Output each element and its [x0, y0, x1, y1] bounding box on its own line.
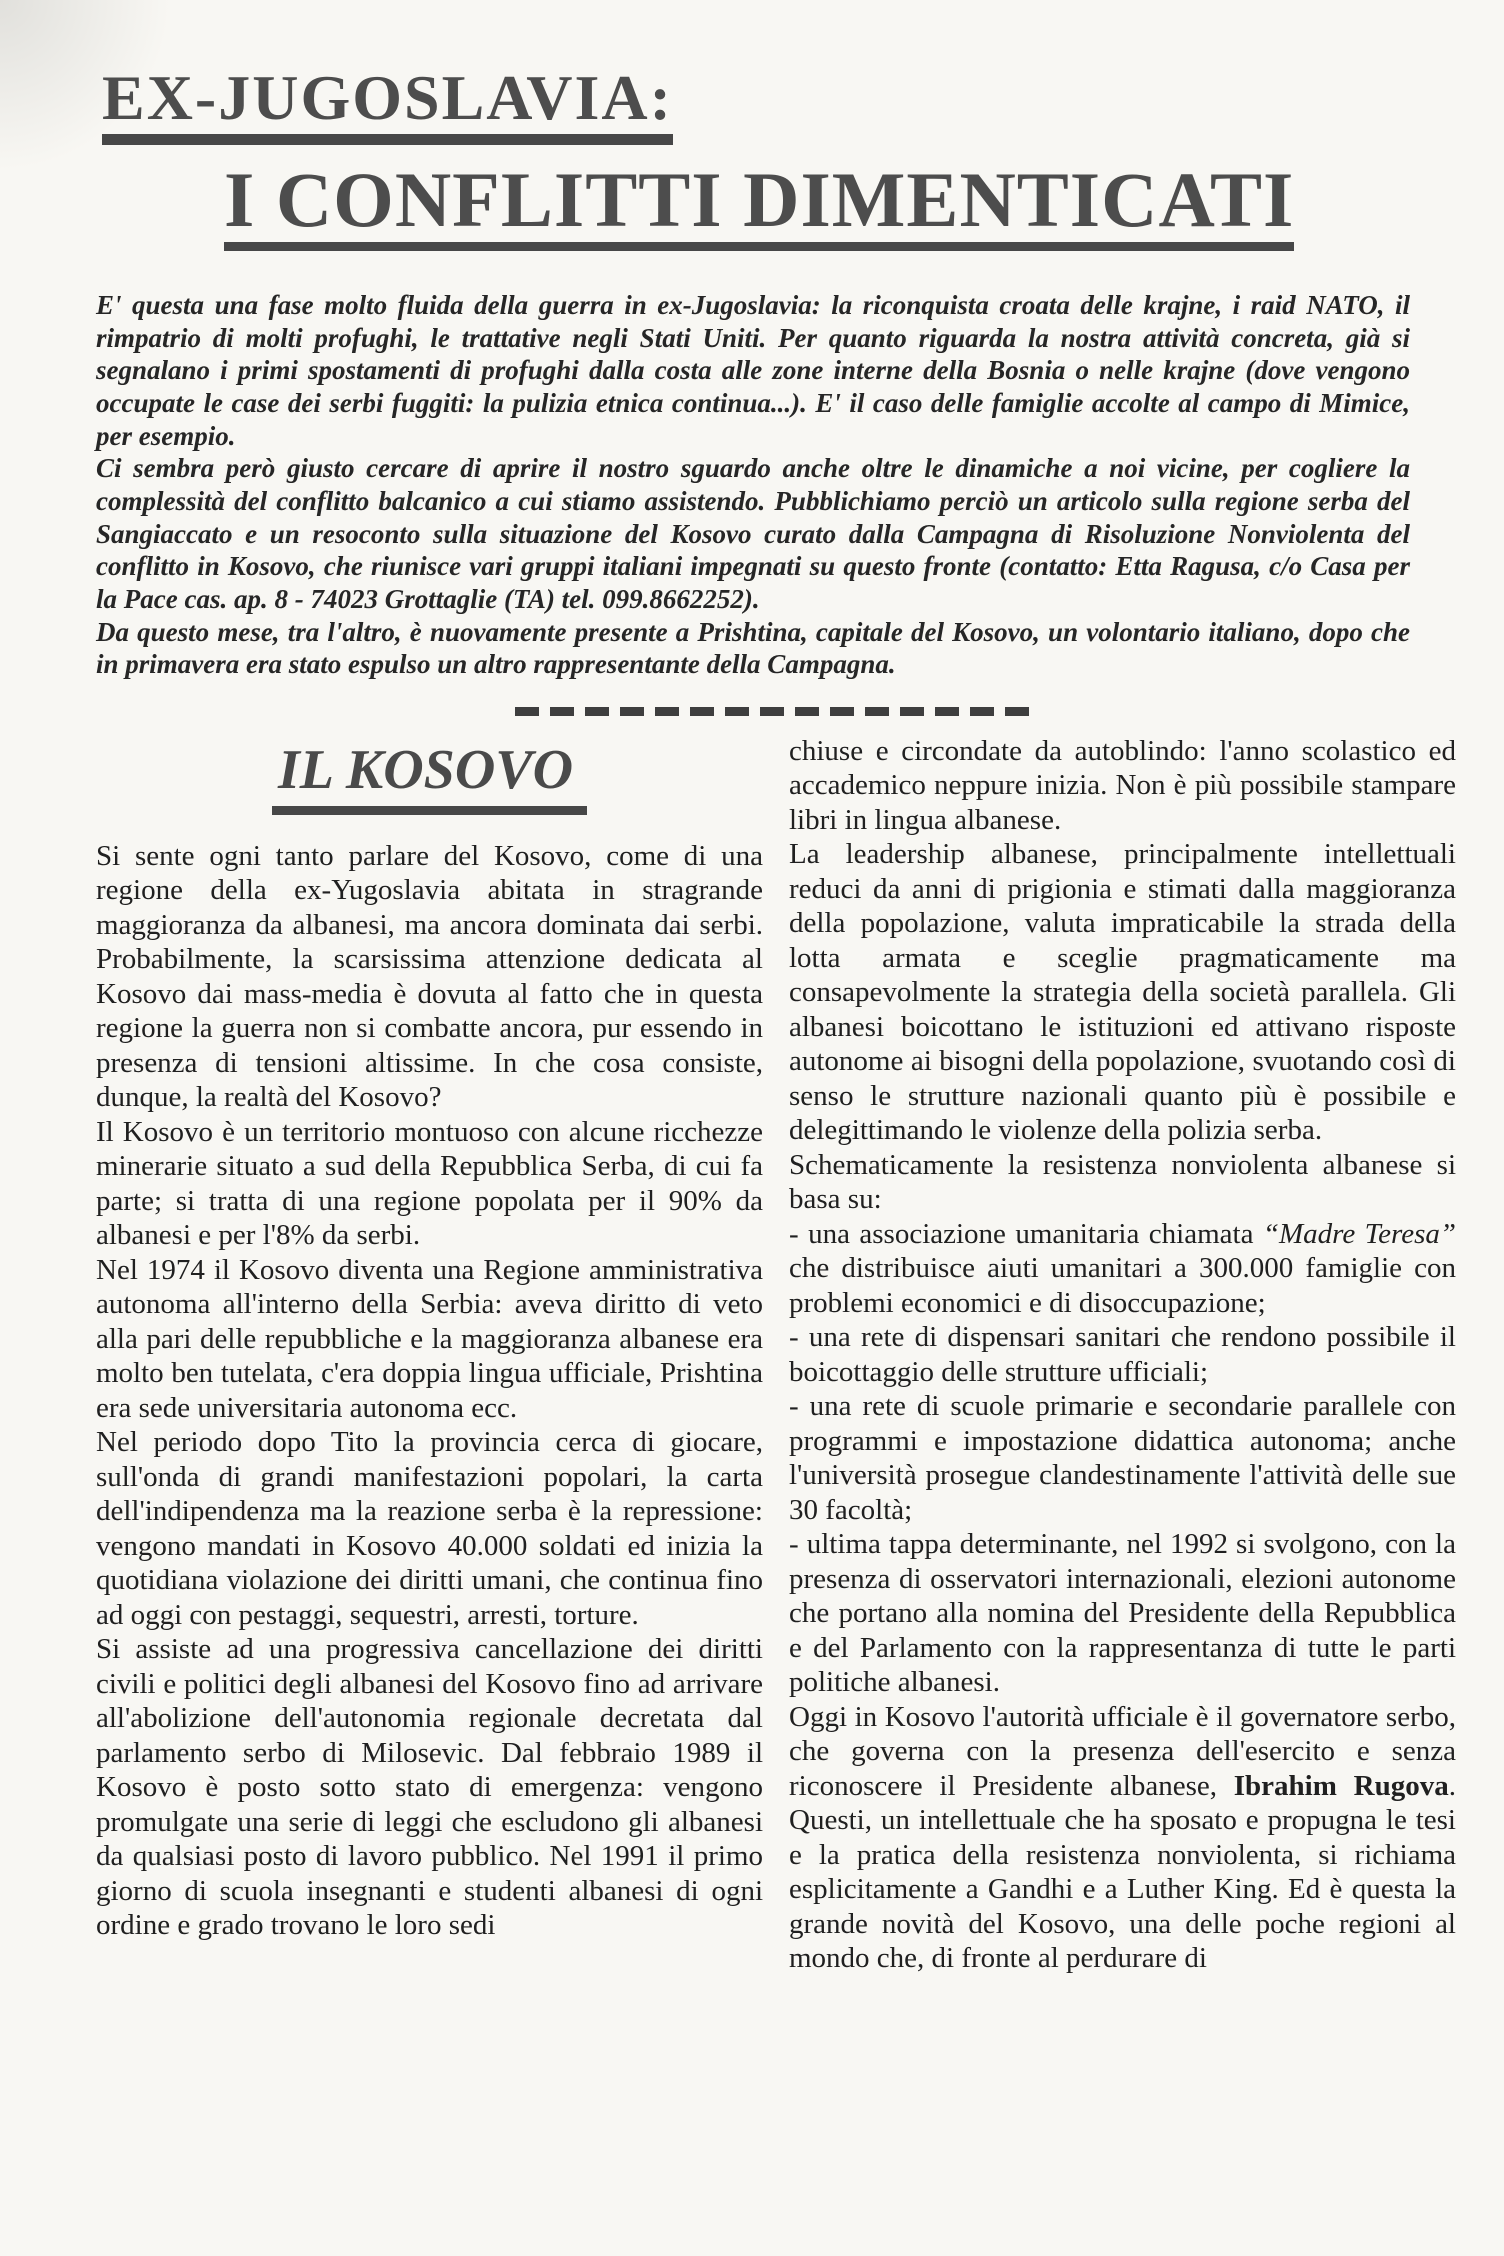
section-heading	[96, 738, 763, 815]
intro-editorial	[96, 289, 1456, 681]
resistance-item-madre-teresa-post: che distribuisce aiuti umanitari a 300.000 famiglie con problemi economici e di disoccupazione;	[789, 1252, 1456, 1319]
dashed-divider	[515, 707, 1037, 716]
resistance-item-madre-teresa-name: “Madre Teresa”	[1262, 1217, 1457, 1250]
left-column	[96, 734, 763, 1976]
resistance-item-madre-teresa	[789, 1217, 1456, 1321]
kosovo-paragraph-rugova-post: . Questi, un intellettuale che ha sposato e propugna le tesi e la pratica della resistenza nonviolenta, si richiama esplicitamente a Gandhi e a Luther King. Ed è questa la grande novità del Kosovo, una delle poche regioni al mondo che, di fronte al perdurare di	[789, 1769, 1456, 1975]
section-heading-text: IL KOSOVO	[272, 742, 587, 815]
kosovo-paragraph-rugova-name: Ibrahim Rugova	[1233, 1769, 1449, 1802]
kosovo-paragraph-1974: Nel 1974 il Kosovo diventa una Regione amministrativa autonoma all'interno della Serbia: aveva diritto di veto alla pari delle repubbliche e la maggioranza albanese era molto ben tutelata, c'era doppia lingua ufficiale, Prishtina era sede universitaria autonoma ecc.	[96, 1253, 763, 1424]
page-title	[102, 62, 1456, 145]
intro-paragraph-2: Ci sembra però giusto cercare di aprire il nostro sguardo anche oltre le dinamiche a noi vicine, per cogliere la complessità del conflitto balcanico a cui stiamo assistendo. Pubblichiamo perciò un articolo sulla regione serba del Sangiaccato e un resoconto sulla situazione del Kosovo curato dalla Campagna di Risoluzione Nonviolenta del conflitto in Kosovo, che riunisce vari gruppi italiani impegnati su questo fronte (contatto: Etta Ragusa, c/o Casa per la Pace cas. ap. 8 - 74023 Grottaglie (TA) tel. 099.8662252).	[96, 453, 1410, 614]
resistance-item-madre-teresa-pre: - una associazione umanitaria chiamata	[789, 1217, 1263, 1250]
article-title-line1: EX-JUGOSLAVIA:	[102, 66, 673, 145]
kosovo-paragraph-rugova-pre: Oggi in Kosovo l'autorità ufficiale è il governatore serbo, che governa con la presenza dell'esercito e senza riconoscere il Presidente albanese,	[789, 1700, 1456, 1802]
kosovo-article	[96, 734, 1456, 1976]
intro-paragraph-3: Da questo mese, tra l'altro, è nuovamente presente a Prishtina, capitale del Kosovo, un volontario italiano, dopo che in primavera era stato espulso un altro rappresentante della Campagna.	[96, 616, 1410, 680]
resistance-item-elezioni: - ultima tappa determinante, nel 1992 si svolgono, con la presenza di osservatori internazionali, elezioni autonome che portano alla nomina del Presidente della Repubblica e del Parlamento con la rappresentanza di tutte le parti politiche albanesi.	[789, 1528, 1456, 1699]
article-title-line2: I CONFLITTI DIMENTICATI	[224, 161, 1294, 251]
kosovo-paragraph-resistance-basis: Schematicamente la resistenza nonviolenta albanese si basa su:	[789, 1148, 1456, 1216]
kosovo-paragraph-rugova	[789, 1700, 1456, 1976]
kosovo-paragraph-territory: Il Kosovo è un territorio montuoso con alcune ricchezze minerarie situato a sud della Repubblica Serba, di cui fa parte; si tratta di una regione popolata per il 90% da albanesi e per l'8% da serbi.	[96, 1115, 763, 1252]
resistance-item-dispensari: - una rete di dispensari sanitari che rendono possibile il boicottaggio delle strutture ufficiali;	[789, 1321, 1456, 1388]
kosovo-paragraph-intro: Si sente ogni tanto parlare del Kosovo, come di una regione della ex-Yugoslavia abitata in stragrande maggioranza da albanesi, ma ancora dominata dai serbi. Probabilmente, la scarsissima attenzione dedicata al Kosovo dai mass-media è dovuta al fatto che in questa regione la guerra non si combatte ancora, pur essendo in presenza di tensioni altissime. In che cosa consiste, dunque, la realtà del Kosovo?	[96, 839, 763, 1114]
intro-paragraph-1: E' questa una fase molto fluida della guerra in ex-Jugoslavia: la riconquista croata delle krajne, i raid NATO, il rimpatrio di molti profughi, le trattative negli Stati Uniti. Per quanto riguarda la nostra attività concreta, già si segnalano i primi spostamenti di profughi dalla costa alle zone interne della Bosnia o nelle krajne (dove vengono occupate le case dei serbi fuggiti: la pulizia etnica continua...). E' il caso delle famiglie accolte al campo di Mimice, per esempio.	[96, 290, 1410, 451]
article-header	[96, 62, 1456, 251]
right-column	[789, 734, 1456, 1976]
page-title-line2	[224, 156, 1456, 251]
kosovo-paragraph-leadership: La leadership albanese, principalmente intellettuali reduci da anni di prigionia e stimati dalla maggioranza della popolazione, valuta impraticabile la strada della lotta armata e sceglie pragmaticamente ma consapevolmente la strategia della società parallela. Gli albanesi boicottano le istituzioni ed attivano risposte autonome ai bisogni della popolazione, svuotando così di senso le strutture nazionali quanto più è possibile e delegittimando le violenze della polizia serba.	[789, 838, 1456, 1147]
kosovo-paragraph-post-tito: Nel periodo dopo Tito la provincia cerca di giocare, sull'onda di grandi manifestazioni popolari, la carta dell'indipendenza ma la reazione serba è la repressione: vengono mandati in Kosovo 40.000 soldati ed inizia la quotidiana violazione dei diritti umani, che continua fino ad oggi con pestaggi, sequestri, arresti, torture.	[96, 1426, 763, 1631]
kosovo-paragraph-repression: Si assiste ad una progressiva cancellazione dei diritti civili e politici degli albanesi del Kosovo fino ad arrivare all'abolizione dell'autonomia regionale decretata dal parlamento serbo di Milosevic. Dal febbraio 1989 il Kosovo è posto sotto stato di emergenza: vengono promulgate una serie di leggi che escludono gli albanesi da qualsiasi posto di lavoro pubblico. Nel 1991 il primo giorno di scuola insegnanti e studenti albanesi di ogni ordine e grado trovano le loro sedi	[96, 1633, 763, 1942]
kosovo-paragraph-schools-closed: chiuse e circondate da autoblindo: l'anno scolastico ed accademico neppure inizia. Non è più possibile stampare libri in lingua albanese.	[789, 734, 1456, 836]
resistance-item-scuole: - una rete di scuole primarie e secondarie parallele con programmi e impostazione didattica autonoma; anche l'università prosegue clandestinamente l'attività delle sue 30 facoltà;	[789, 1390, 1456, 1526]
